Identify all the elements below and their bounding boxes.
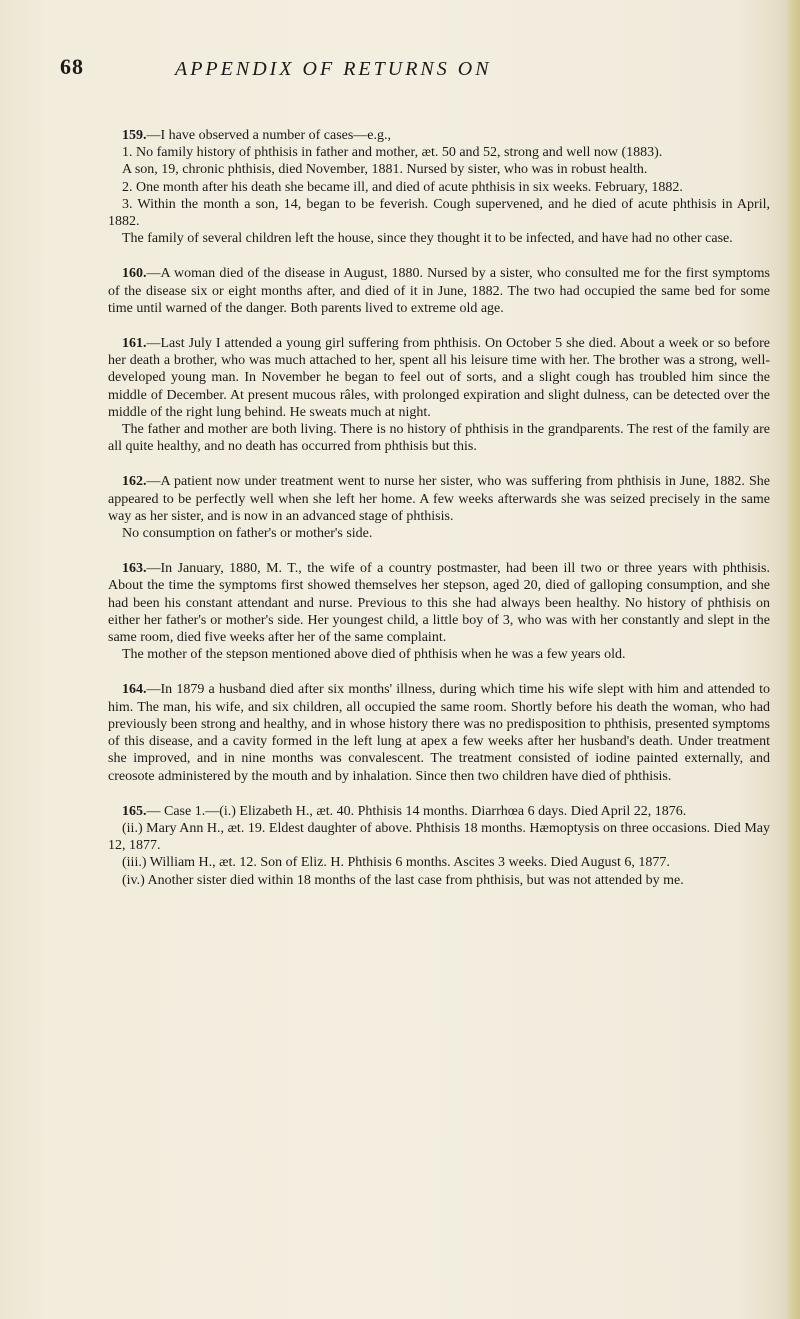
case-text: —A woman died of the disease in August, 1880. Nursed by a sister, who consulted me for the first symptoms of the disease six or eight months after, and died of it in June, 1882. The two had occupied the same bed for some time until warned of the danger. Both parents lived to extreme old age. <box>108 266 770 316</box>
case-paragraph: (iv.) Another sister died within 18 months of the last case from phthisis, but was not attended by me. <box>122 872 684 888</box>
case-text: —In 1879 a husband died after six months' illness, during which time his wife slept with him and attended to him. The man, his wife, and six children, all occupied the same room. Shortly before his death the woman, who had previously been strong and healthy, and in whose history there was no predisposition to phthisis, presented symptoms of this disease, and a cavity formed in the left lung at apex a few weeks after her husband's death. Under treatment she improved, and in nine months was convalescent. The treatment consisted of iodine painted externally, and creosote administered by the mouth and by inhalation. Since then two children have died of phthisis. <box>108 682 770 784</box>
case-number: 165. <box>122 803 147 819</box>
page-body <box>108 127 770 907</box>
running-title: APPENDIX OF RETURNS ON <box>175 58 492 80</box>
case-text: —Last July I attended a young girl suffering from phthisis. On October 5 she died. About a week or so before her death a brother, who was much attached to her, spent all his leisure time with her. The brother was a strong, well-developed young man. In November he began to feel out of sorts, and a slight cough has troubled him since the middle of December. At present mucous râles, with prolonged expiration and slight dulness, can be detected over the middle of the right lung behind. He sweats much at night. <box>108 336 770 420</box>
case-number: 164. <box>122 682 147 698</box>
case-number: 160. <box>122 266 147 282</box>
case-paragraph: 2. One month after his death she became ill, and died of acute phthisis in six weeks. February, 1882. <box>122 179 683 195</box>
case-paragraph: 1. No family history of phthisis in father and mother, æt. 50 and 52, strong and well now (1883). <box>122 145 663 161</box>
case-number: 161. <box>122 336 147 352</box>
case-entry <box>108 335 770 455</box>
case-paragraph <box>108 473 770 525</box>
page-header <box>60 54 760 84</box>
case-text: —A patient now under treatment went to nurse her sister, who was suffering from phthisis in June, 1882. She appeared to be perfectly well when she left her home. A few weeks afterwards she was seized precisely in the same way as her sister, and is now in an advanced stage of phthisis. <box>108 474 770 524</box>
case-paragraph: No consumption on father's or mother's side. <box>122 526 373 542</box>
case-text: —I have observed a number of cases—e.g., <box>146 128 392 143</box>
case-paragraph: The family of several children left the house, since they thought it to be infected, and have had no other case. <box>122 231 733 247</box>
case-entry <box>108 803 770 889</box>
case-paragraph: (ii.) Mary Ann H., æt. 19. Eldest daughter of above. Phthisis 18 months. Hæmoptysis on three occasions. Died May 12, 1877. <box>108 820 770 854</box>
page-number: 68 <box>60 54 84 79</box>
case-paragraph <box>108 265 770 317</box>
case-text: — Case 1.—(i.) Elizabeth H., æt. 40. Phthisis 14 months. Diarrhœa 6 days. Died April 22, 1876. <box>146 803 687 819</box>
case-paragraph: The mother of the stepson mentioned above died of phthisis when he was a few years old. <box>122 647 626 663</box>
case-paragraph <box>108 335 770 421</box>
case-paragraph: (iii.) William H., æt. 12. Son of Eliz. H. Phthisis 6 months. Ascites 3 weeks. Died August 6, 1877. <box>122 855 670 871</box>
case-paragraph <box>108 681 770 784</box>
case-paragraph: A son, 19, chronic phthisis, died November, 1881. Nursed by sister, who was in robust health. <box>122 162 648 178</box>
case-entry <box>108 127 770 247</box>
case-number: 159. <box>122 128 147 143</box>
case-entry <box>108 560 770 663</box>
case-paragraph: 3. Within the month a son, 14, began to be feverish. Cough supervened, and he died of acute phthisis in April, 1882. <box>108 196 770 230</box>
case-paragraph <box>108 127 770 144</box>
case-entry <box>108 681 770 784</box>
case-paragraph <box>108 560 770 646</box>
page-edge-shading <box>786 0 800 1319</box>
case-paragraph <box>108 803 770 820</box>
case-entry <box>108 473 770 542</box>
case-paragraph: The father and mother are both living. There is no history of phthisis in the grandparents. The rest of the family are all quite healthy, and no death has occurred from phthisis but this. <box>108 422 770 455</box>
case-number: 162. <box>122 474 147 490</box>
case-number: 163. <box>122 561 147 577</box>
case-entry <box>108 265 770 317</box>
case-text: —In January, 1880, M. T., the wife of a country postmaster, had been ill two or three years with phthisis. About the time the symptoms first showed themselves her stepson, aged 20, died of galloping consumption, and she had been his constant attendant and nurse. Previous to this she had always been healthy. No history of phthisis on either her father's or mother's side. Her youngest child, a little boy of 3, who was with her constantly and slept in the same room, died five weeks after her of the same complaint. <box>108 561 770 646</box>
